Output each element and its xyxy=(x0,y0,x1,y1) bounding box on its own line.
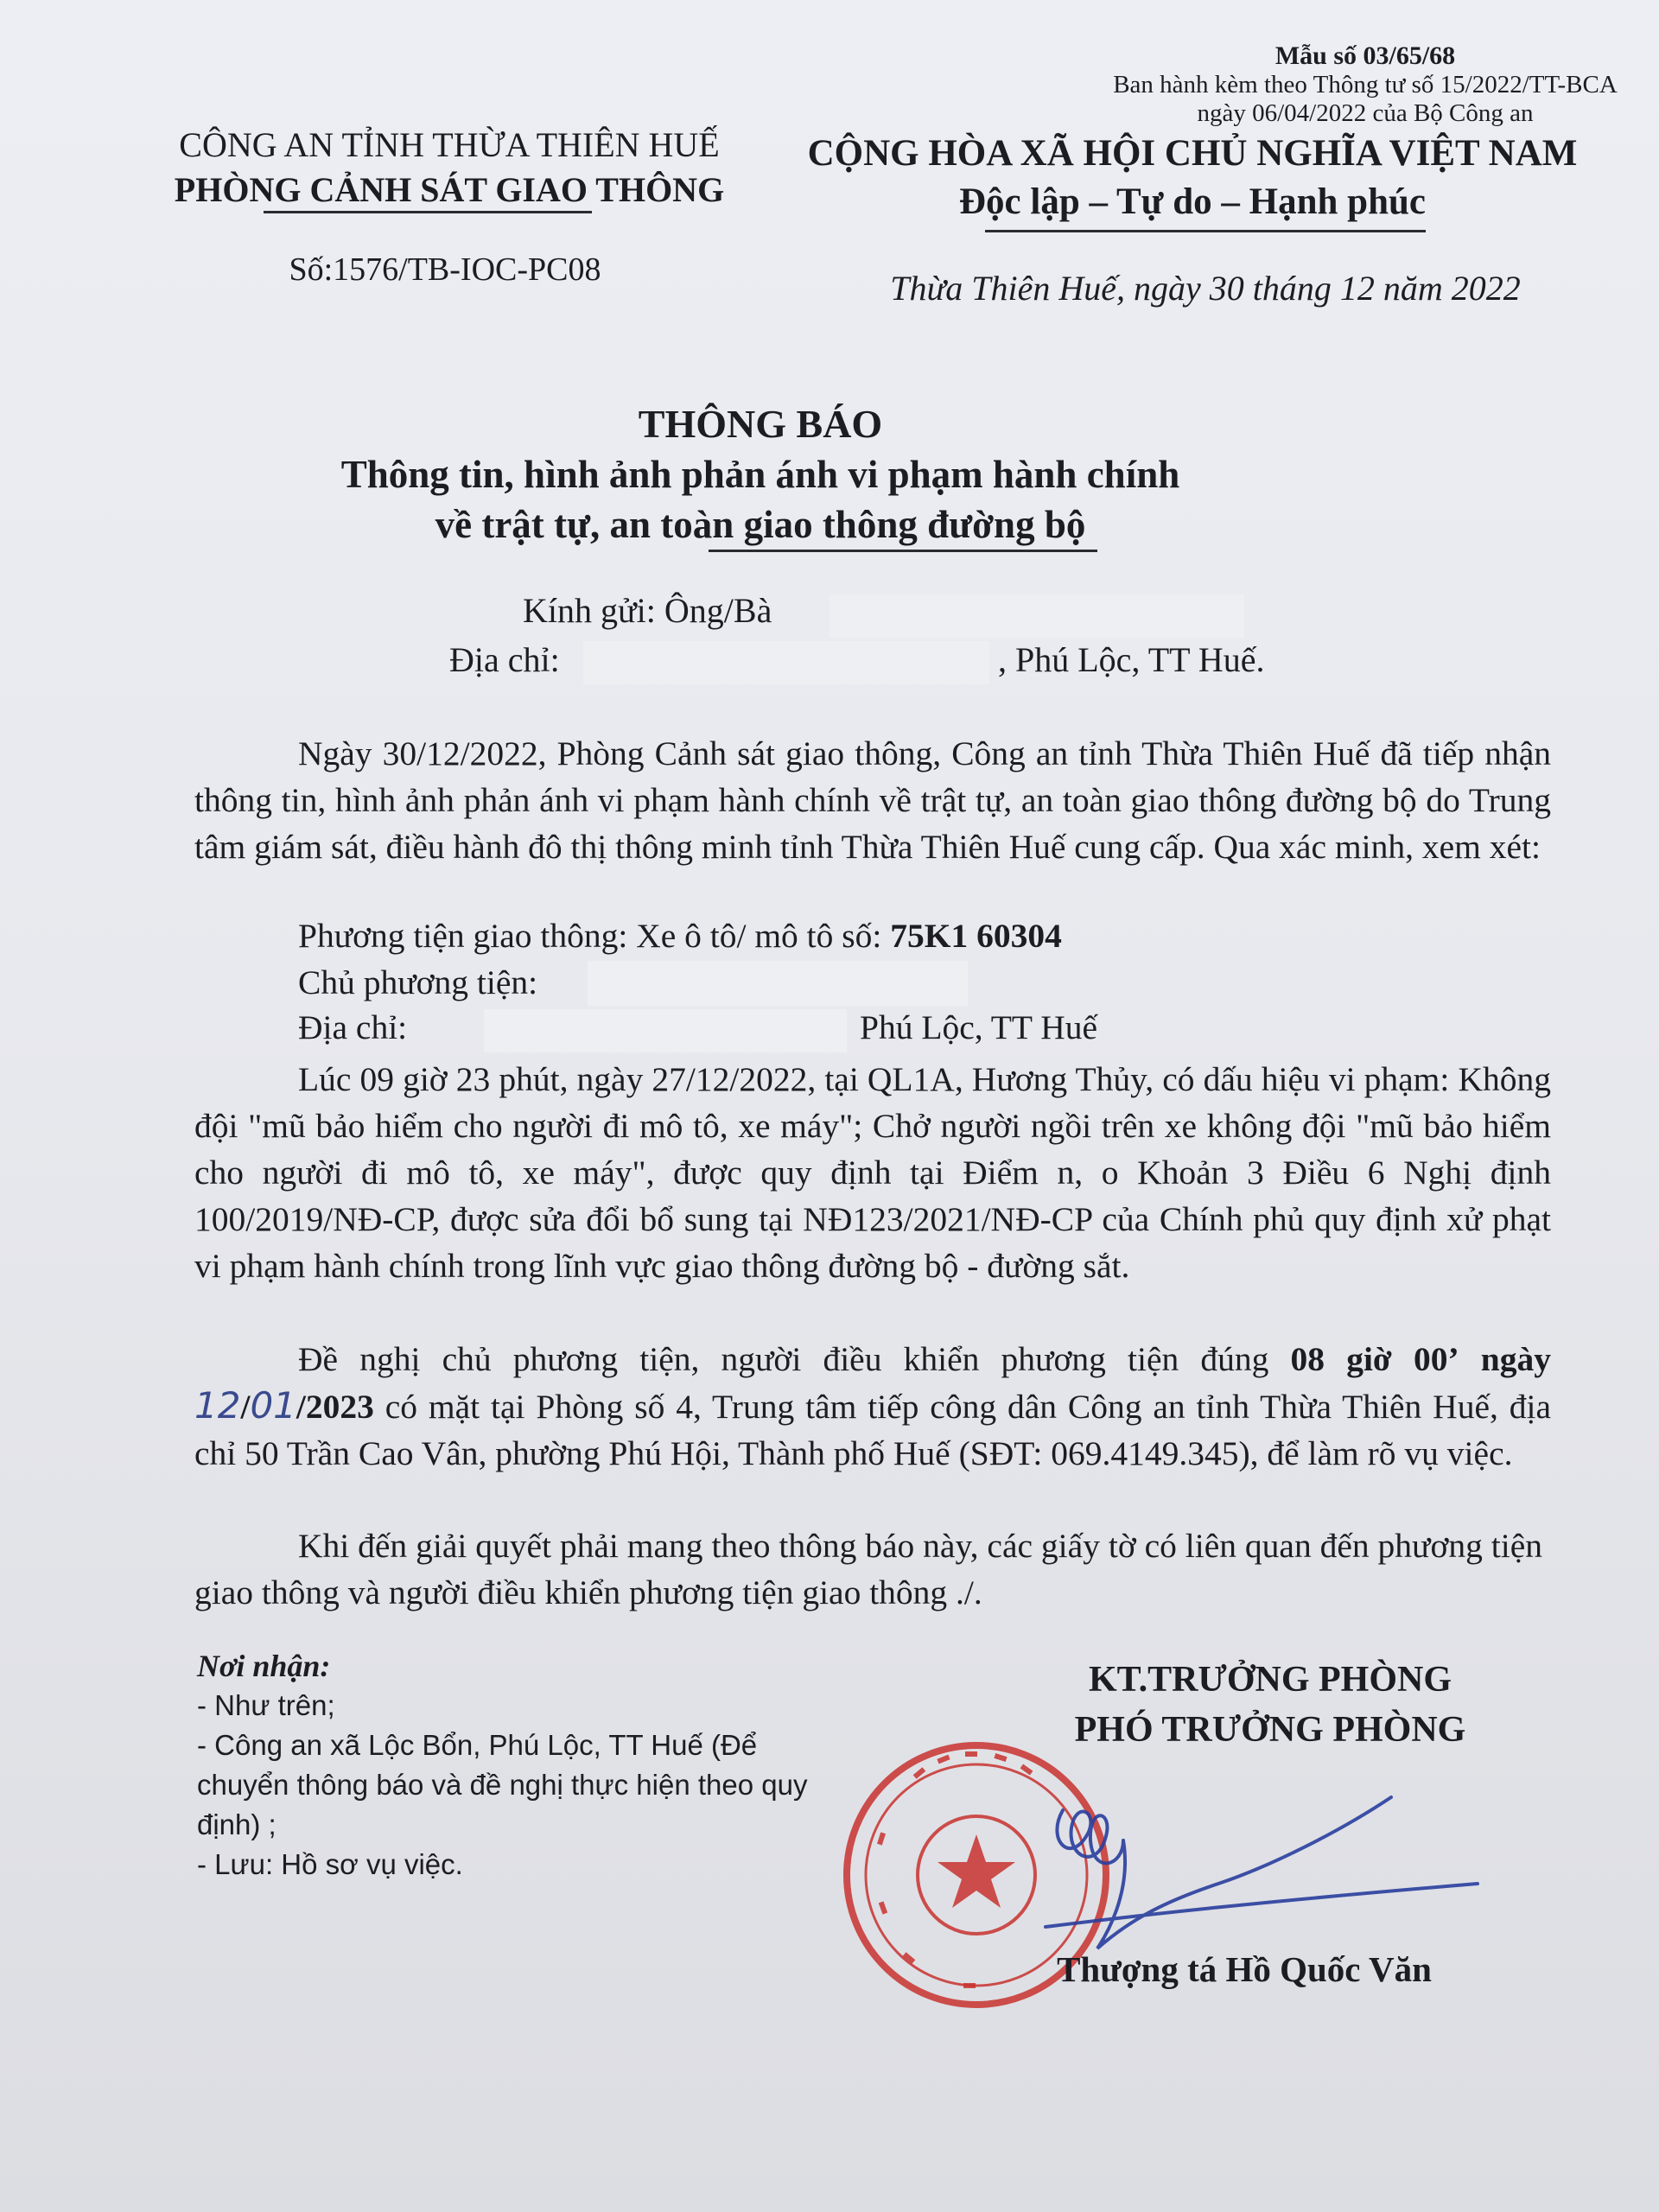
recipient-address-suffix: , Phú Lộc, TT Huế. xyxy=(998,640,1265,679)
recipients-list xyxy=(197,1646,854,1885)
recipient-address-label: Địa chỉ: xyxy=(449,640,560,679)
signature-block xyxy=(942,1655,1599,1755)
summons-time: 08 giờ 00’ xyxy=(1290,1340,1459,1378)
agency-underline xyxy=(264,211,592,213)
handwritten-signature-icon xyxy=(1011,1763,1495,1970)
title-heading: THÔNG BÁO xyxy=(638,402,883,446)
owner-address-label: Địa chỉ: xyxy=(298,1008,408,1046)
recipients-heading: Nơi nhận: xyxy=(197,1649,331,1683)
redacted-address xyxy=(583,641,989,684)
summons-day-handwritten: 12 xyxy=(194,1384,241,1427)
form-issued-with: Ban hành kèm theo Thông tư số 15/2022/TT-BCA xyxy=(1113,71,1618,99)
summons-date-sep: / xyxy=(240,1388,251,1426)
redacted-owner-address xyxy=(484,1009,847,1052)
title-line-1: Thông tin, hình ảnh phản ánh vi phạm hành chính xyxy=(340,453,1180,496)
recipient-item: - Lưu: Hồ sơ vụ việc. xyxy=(197,1848,463,1880)
form-number: Mẫu số 03/65/68 xyxy=(1274,41,1456,70)
agency-header xyxy=(130,123,769,213)
summons-month-handwritten: 01 xyxy=(250,1384,296,1427)
dateline: Thừa Thiên Huế, ngày 30 tháng 12 năm 2022 xyxy=(890,269,1521,308)
vehicle-line xyxy=(298,916,1062,956)
vehicle-plate: 75K1 60304 xyxy=(890,917,1062,955)
paragraph-violation: Lúc 09 giờ 23 phút, ngày 27/12/2022, tại QL1A, Hương Thủy, có dấu hiệu vi phạm: Không đội "mũ bảo hiểm cho người đi mô tô, xe máy"; Chở người ngồi trên xe không đội "mũ bảo hiểm cho người đi mô tô, xe máy", được quy định tại Điểm n, o Khoản 3 Điều 6 Nghị định 100/2019/NĐ-CP, được sửa đổi bổ sung tại NĐ123/2021/NĐ-CP của Chính phủ quy định xử phạt vi phạm hành chính trong lĩnh vực giao thông đường bộ - đường sắt. xyxy=(194,1060,1551,1285)
redacted-name xyxy=(830,594,1244,638)
recipient-salutation: Kính gửi: Ông/Bà xyxy=(523,591,772,630)
nation-motto: Độc lập – Tự do – Hạnh phúc xyxy=(959,181,1426,222)
signature-title-2: PHÓ TRƯỞNG PHÒNG xyxy=(1074,1710,1466,1750)
summons-day-label: ngày xyxy=(1480,1340,1552,1378)
owner-address-suffix: Phú Lộc, TT Huế xyxy=(860,1008,1098,1046)
form-reference xyxy=(1089,41,1642,128)
notice-title xyxy=(328,399,1192,550)
nation-name: CỘNG HÒA XÃ HỘI CHỦ NGHĨA VIỆT NAM xyxy=(807,133,1578,174)
nation-header xyxy=(778,130,1607,226)
paragraph-received: Ngày 30/12/2022, Phòng Cảnh sát giao thông, Công an tỉnh Thừa Thiên Huế đã tiếp nhận thông tin, hình ảnh phản ánh vi phạm hành chính về trật tự, an toàn giao thông đường bộ do Trung tâm giám sát, điều hành đô thị thông minh tỉnh Thừa Thiên Huế cung cấp. Qua xác minh, xem xét: xyxy=(194,734,1551,866)
paragraph-bring-documents: Khi đến giải quyết phải mang theo thông báo này, các giấy tờ có liên quan đến phương tiện giao thông và người điều khiển phương tiện giao thông ./. xyxy=(194,1527,1542,1611)
document-number: Số:1576/TB-IOC-PC08 xyxy=(289,251,601,288)
summons-text-a: Đề nghị chủ phương tiện, người điều khiển phương tiện đúng xyxy=(298,1340,1291,1378)
paragraph-summons xyxy=(194,1336,1551,1477)
agency-parent: CÔNG AN TỈNH THỪA THIÊN HUẾ xyxy=(179,125,720,164)
signer-name: Thượng tá Hồ Quốc Văn xyxy=(1057,1949,1432,1989)
title-line-2: về trật tự, an toàn giao thông đường bộ xyxy=(435,503,1086,546)
title-underline xyxy=(709,550,1097,552)
motto-underline xyxy=(985,230,1426,232)
recipient-item: - Như trên; xyxy=(197,1689,335,1721)
signature-title-1: KT.TRƯỞNG PHÒNG xyxy=(1089,1660,1452,1700)
summons-year: /2023 xyxy=(296,1388,374,1426)
summons-text-b: có mặt tại Phòng số 4, Trung tâm tiếp công dân Công an tỉnh Thừa Thiên Huế, địa chỉ 50 Trần Cao Vân, phường Phú Hội, Thành phố Huế (SĐT: 069.4149.345), để làm rõ vụ việc. xyxy=(194,1388,1551,1472)
recipient-item: - Công an xã Lộc Bổn, Phú Lộc, TT Huế (Để chuyển thông báo và đề nghị thực hiện theo quy định) ; xyxy=(197,1729,808,1840)
owner-label: Chủ phương tiện: xyxy=(298,963,538,1001)
vehicle-label: Phương tiện giao thông: Xe ô tô/ mô tô số: xyxy=(298,917,891,955)
agency-unit: PHÒNG CẢNH SÁT GIAO THÔNG xyxy=(174,170,725,209)
form-issued-date: ngày 06/04/2022 của Bộ Công an xyxy=(1197,99,1534,127)
redacted-owner xyxy=(588,961,968,1006)
